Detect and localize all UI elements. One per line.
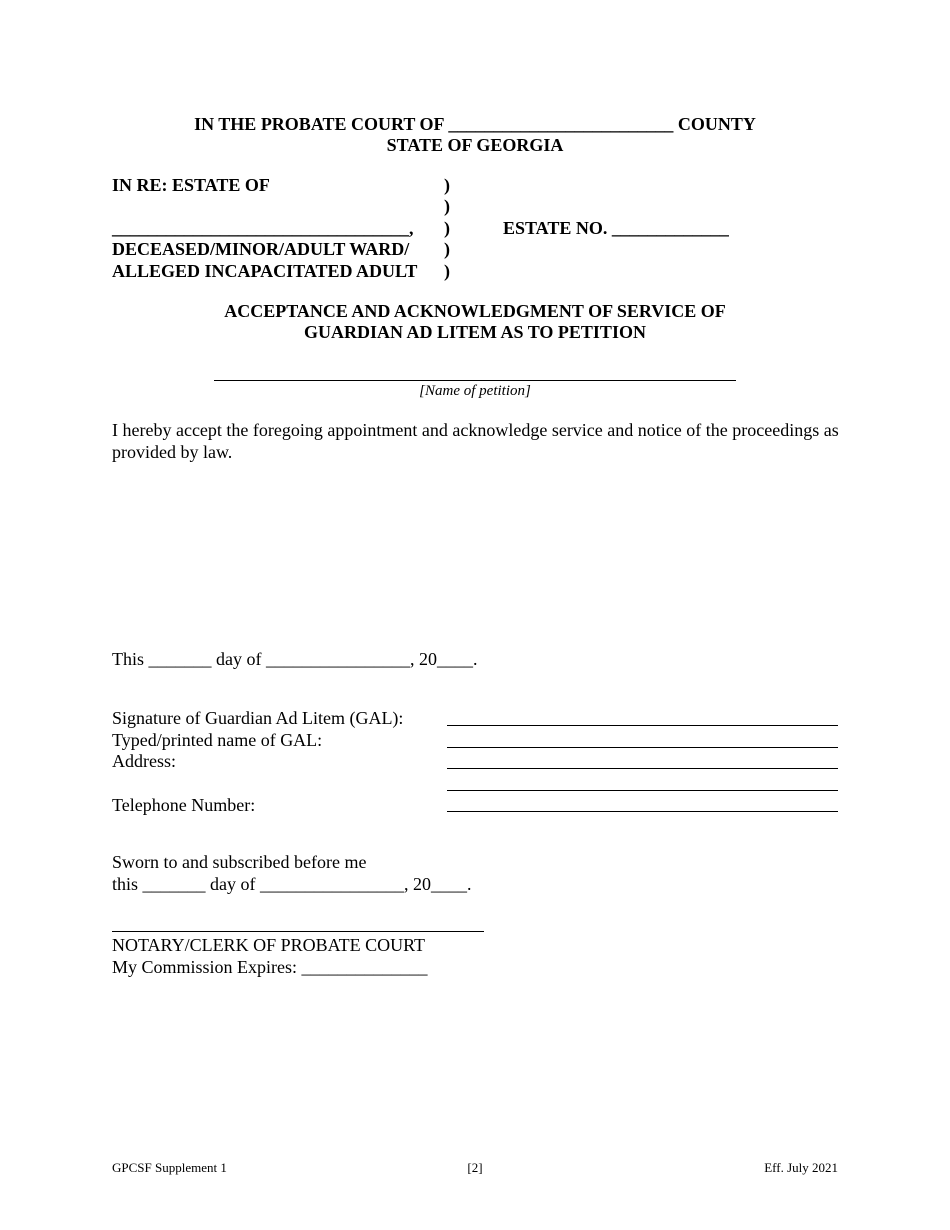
date-line[interactable]: This _______ day of ________________, 20____. <box>112 649 478 669</box>
gal-name-line[interactable] <box>447 747 838 748</box>
signature-line[interactable] <box>447 725 838 726</box>
form-title-line-1: ACCEPTANCE AND ACKNOWLEDGMENT OF SERVICE OF <box>224 301 726 321</box>
commission-expires[interactable]: My Commission Expires: ______________ <box>112 957 428 977</box>
estate-number-field[interactable]: ESTATE NO. _____________ <box>503 218 729 238</box>
footer-effective-date: Eff. July 2021 <box>764 1160 838 1175</box>
notary-title: NOTARY/CLERK OF PROBATE COURT <box>112 935 426 955</box>
notary-signature-line[interactable] <box>112 931 484 932</box>
acceptance-statement: I hereby accept the foregoing appointment and acknowledge service and notice of the proceedings as provided by law. <box>112 420 839 462</box>
petition-caption: [Name of petition] <box>419 383 531 399</box>
page-number: [2] <box>467 1160 483 1175</box>
caption-paren: ) <box>444 175 450 195</box>
caption-paren: ) <box>444 218 450 238</box>
state-heading: STATE OF GEORGIA <box>386 135 564 155</box>
telephone-line[interactable] <box>447 811 838 812</box>
caption-paren: ) <box>444 196 450 216</box>
caption-paren: ) <box>444 239 450 259</box>
address-label: Address: <box>112 751 176 771</box>
address-line-1[interactable] <box>447 768 838 769</box>
sworn-line-1: Sworn to and subscribed before me <box>112 852 367 872</box>
in-re-label: IN RE: ESTATE OF <box>112 175 270 195</box>
party-type-line-2: ALLEGED INCAPACITATED ADULT <box>112 261 418 281</box>
signature-label: Signature of Guardian Ad Litem (GAL): <box>112 708 404 728</box>
form-title-line-2: GUARDIAN AD LITEM AS TO PETITION <box>304 322 646 342</box>
court-heading: IN THE PROBATE COURT OF _________________________ COUNTY <box>194 114 756 134</box>
party-type-line-1: DECEASED/MINOR/ADULT WARD/ <box>112 239 410 259</box>
footer-form-id: GPCSF Supplement 1 <box>112 1160 227 1175</box>
telephone-label: Telephone Number: <box>112 795 256 815</box>
estate-name-blank: _________________________________, <box>112 218 414 238</box>
sworn-date-line[interactable]: this _______ day of ________________, 20____. <box>112 874 472 894</box>
caption-paren: ) <box>444 261 450 281</box>
address-line-2[interactable] <box>447 790 838 791</box>
gal-name-label: Typed/printed name of GAL: <box>112 730 323 750</box>
